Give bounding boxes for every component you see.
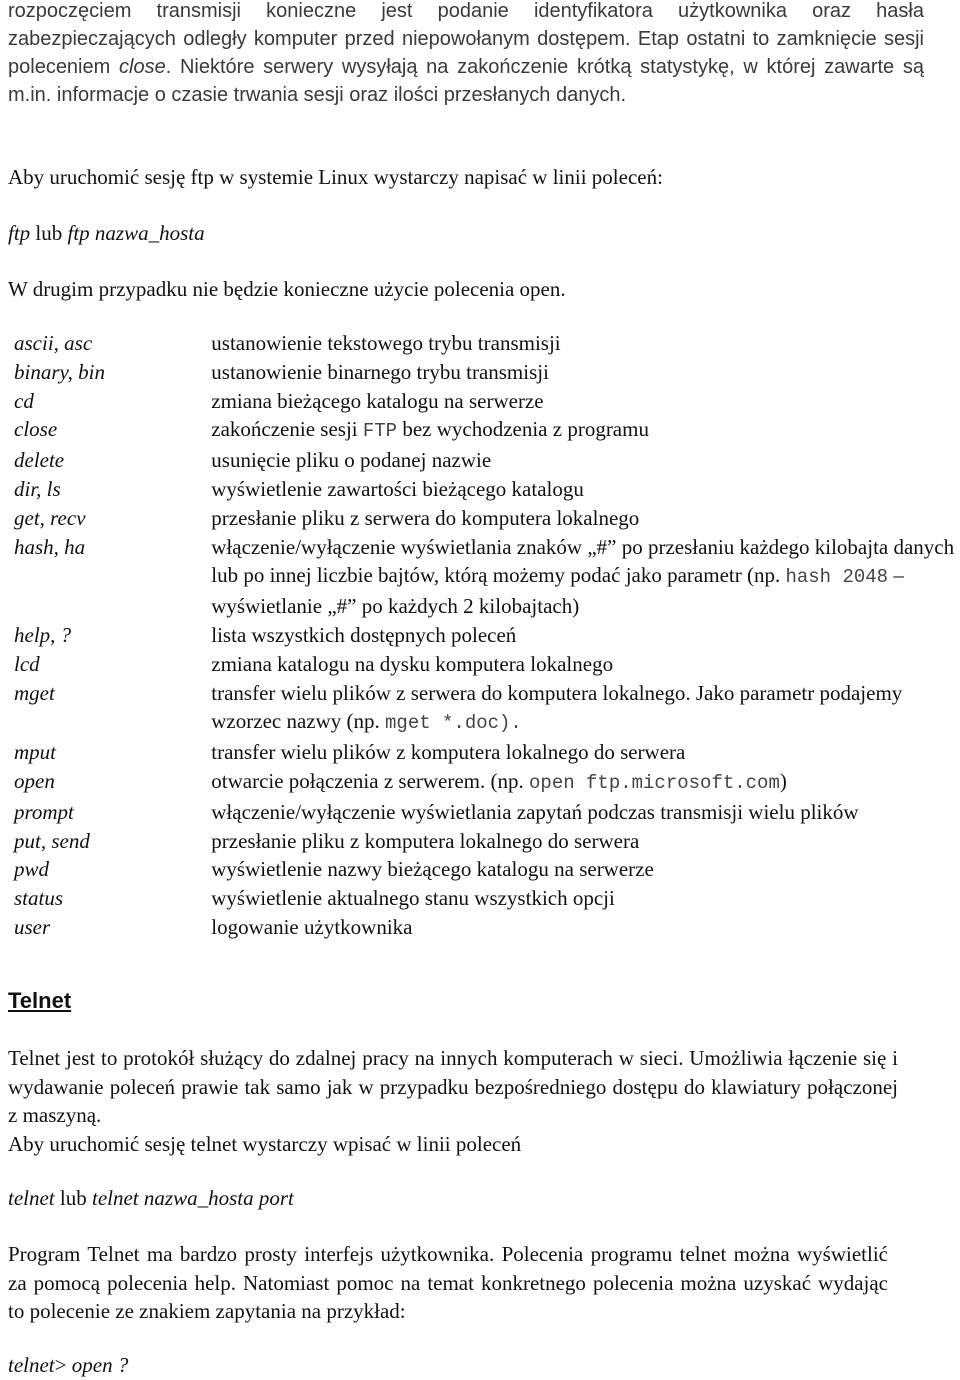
telnet-paragraph-1 [8,1044,898,1158]
telnet-cmd-a: telnet [8,1186,55,1210]
ftp-cmd-a: ftp [8,221,31,245]
ftp-command-line [8,219,205,248]
command-description: przesłanie pliku z komputera lokalnego do serwera [211,828,640,853]
command-description: włączenie/wyłączenie wyświetlania zapytań podczas transmisji wielu plików [211,799,859,824]
intro-close-term: close [119,56,166,78]
command-name: user [14,914,51,939]
table-row [14,913,960,942]
command-name: close [14,417,58,442]
ftp-cmd-b: ftp nazwa_hosta [67,221,205,245]
command-name: cd [14,388,34,413]
table-row [14,738,960,767]
telnet-p2-text: Aby uruchomić sesję telnet wystarczy wpisać w linii poleceń [8,1131,522,1156]
command-name: put, send [14,828,90,853]
table-row [14,827,960,856]
command-name: mput [14,740,56,765]
ftp-cmd-sep: lub [30,221,68,245]
command-description: zmiana katalogu na dysku komputera lokalnego [211,651,614,676]
command-name: dir, ls [14,476,61,501]
desc-code: FTP [362,420,398,443]
intro-text: rozpoczęciem transmisji konieczne jest podanie identyfikatora użytkownika oraz hasła zabezpieczających odległy komputer przed niepowołanym dostępem. Etap ostatni to zamknięcie sesji poleceniem [8,0,924,78]
telnet-example-line [8,1351,128,1380]
telnet-command-line [8,1184,294,1213]
ftp-start-paragraph [8,163,663,192]
command-name: mget [14,680,55,705]
command-description: lista wszystkich dostępnych poleceń [211,622,517,647]
table-row [14,446,960,475]
command-name: ascii, asc [14,331,93,355]
command-description: przesłanie pliku z serwera do komputera lokalnego [211,505,640,530]
table-row [14,855,960,884]
command-description: logowanie użytkownika [211,914,413,939]
telnet-cmd-b: telnet nazwa_hosta port [92,1186,294,1210]
command-description: wyświetlenie zawartości bieżącego katalogu [211,476,584,501]
command-description: usunięcie pliku o podanej nazwie [211,448,492,473]
table-row [14,621,960,650]
ftp-start-text: Aby uruchomić sesję ftp w systemie Linux wystarczy napisać w linii poleceń: [8,165,663,189]
command-name: open [14,768,55,793]
table-row [14,387,960,416]
desc-code: hash 2048 [785,566,889,589]
intro-paragraph [8,0,924,109]
command-description: transfer wielu plików z komputera lokalnego do serwera [211,740,686,765]
ftp-note-paragraph [8,275,566,304]
desc-code: mget *.doc). [385,712,522,735]
command-description: wyświetlenie aktualnego stanu wszystkich opcji [211,886,615,911]
command-description [211,679,960,739]
ftp-commands-table [14,329,960,942]
table-row [14,475,960,504]
desc-code: open ftp.microsoft.com [529,771,780,794]
telnet-p1-text: Telnet jest to protokół służący do zdalnej pracy na innych komputerach w sieci. Umożliwia łączenie się i wydawanie poleceń prawie tak samo jak w przypadku bezpośredniego dostępu do klawiatury połączonej z maszyną. [8,1046,898,1127]
command-name: prompt [14,799,74,824]
telnet-example-sep: > [54,1353,72,1377]
table-row [14,767,960,798]
table-row [14,329,960,358]
table-row [14,650,960,679]
table-row [14,358,960,387]
command-description [211,415,960,446]
command-name: hash, ha [14,534,86,559]
command-name: pwd [14,857,50,882]
command-description: ustanowienie binarnego trybu transmisji [211,359,549,384]
command-name: status [14,886,64,911]
telnet-example-a: telnet [8,1353,55,1377]
telnet-example-b: open ? [71,1353,129,1377]
command-description: wyświetlenie nazwy bieżącego katalogu na serwerze [211,857,654,882]
ftp-note-text: W drugim przypadku nie będzie konieczne użycie polecenia open. [8,277,566,301]
table-row [14,798,960,827]
telnet-paragraph-3 [8,1240,888,1326]
table-row [14,533,960,621]
desc-text: transfer wielu plików z serwera do komputera lokalnego. Jako parametr podajemy wzorzec nazwy (np. [211,680,903,734]
desc-text: włączenie/wyłączenie wyświetlania znaków „#” po przesłaniu każdego kilobajta danych lub po innej liczbie bajtów, którą możemy podać jako parametr (np. [211,534,955,588]
desc-text: otwarcie połączenia z serwerem. (np. [211,768,530,793]
command-name: lcd [14,651,40,676]
command-name: binary, bin [14,359,106,384]
telnet-heading: Telnet [8,988,72,1013]
telnet-cmd-sep: lub [54,1186,92,1210]
command-description [211,767,960,798]
command-name: help, ? [14,622,72,647]
desc-text: zakończenie sesji [211,417,363,442]
desc-text: ) [779,768,787,793]
command-name: delete [14,448,65,473]
intro-text-after: . Niektóre serwery wysyłają na zakończenie krótką statystykę, w której zawarte są m.in. informacje o czasie trwania sesji oraz ilości przesłanych danych. [8,56,924,106]
command-name: get, recv [14,505,86,530]
command-description: zmiana bieżącego katalogu na serwerze [211,388,544,413]
telnet-p3-text: Program Telnet ma bardzo prosty interfejs użytkownika. Polecenia programu telnet można wyświetlić za pomocą polecenia help. Natomiast pomoc na temat konkretnego polecenia można uzyskać wydając to polecenie ze znakiem zapytania na przykład: [8,1242,888,1323]
table-row [14,679,960,739]
table-row [14,415,960,446]
command-description: ustanowienie tekstowego trybu transmisji [211,331,561,355]
table-row [14,504,960,533]
table-row [14,884,960,913]
desc-text: bez wychodzenia z programu [397,417,649,442]
command-description [211,533,960,621]
desc-text: – wyświetlanie „#” po każdych 2 kilobajtach) [211,563,904,619]
